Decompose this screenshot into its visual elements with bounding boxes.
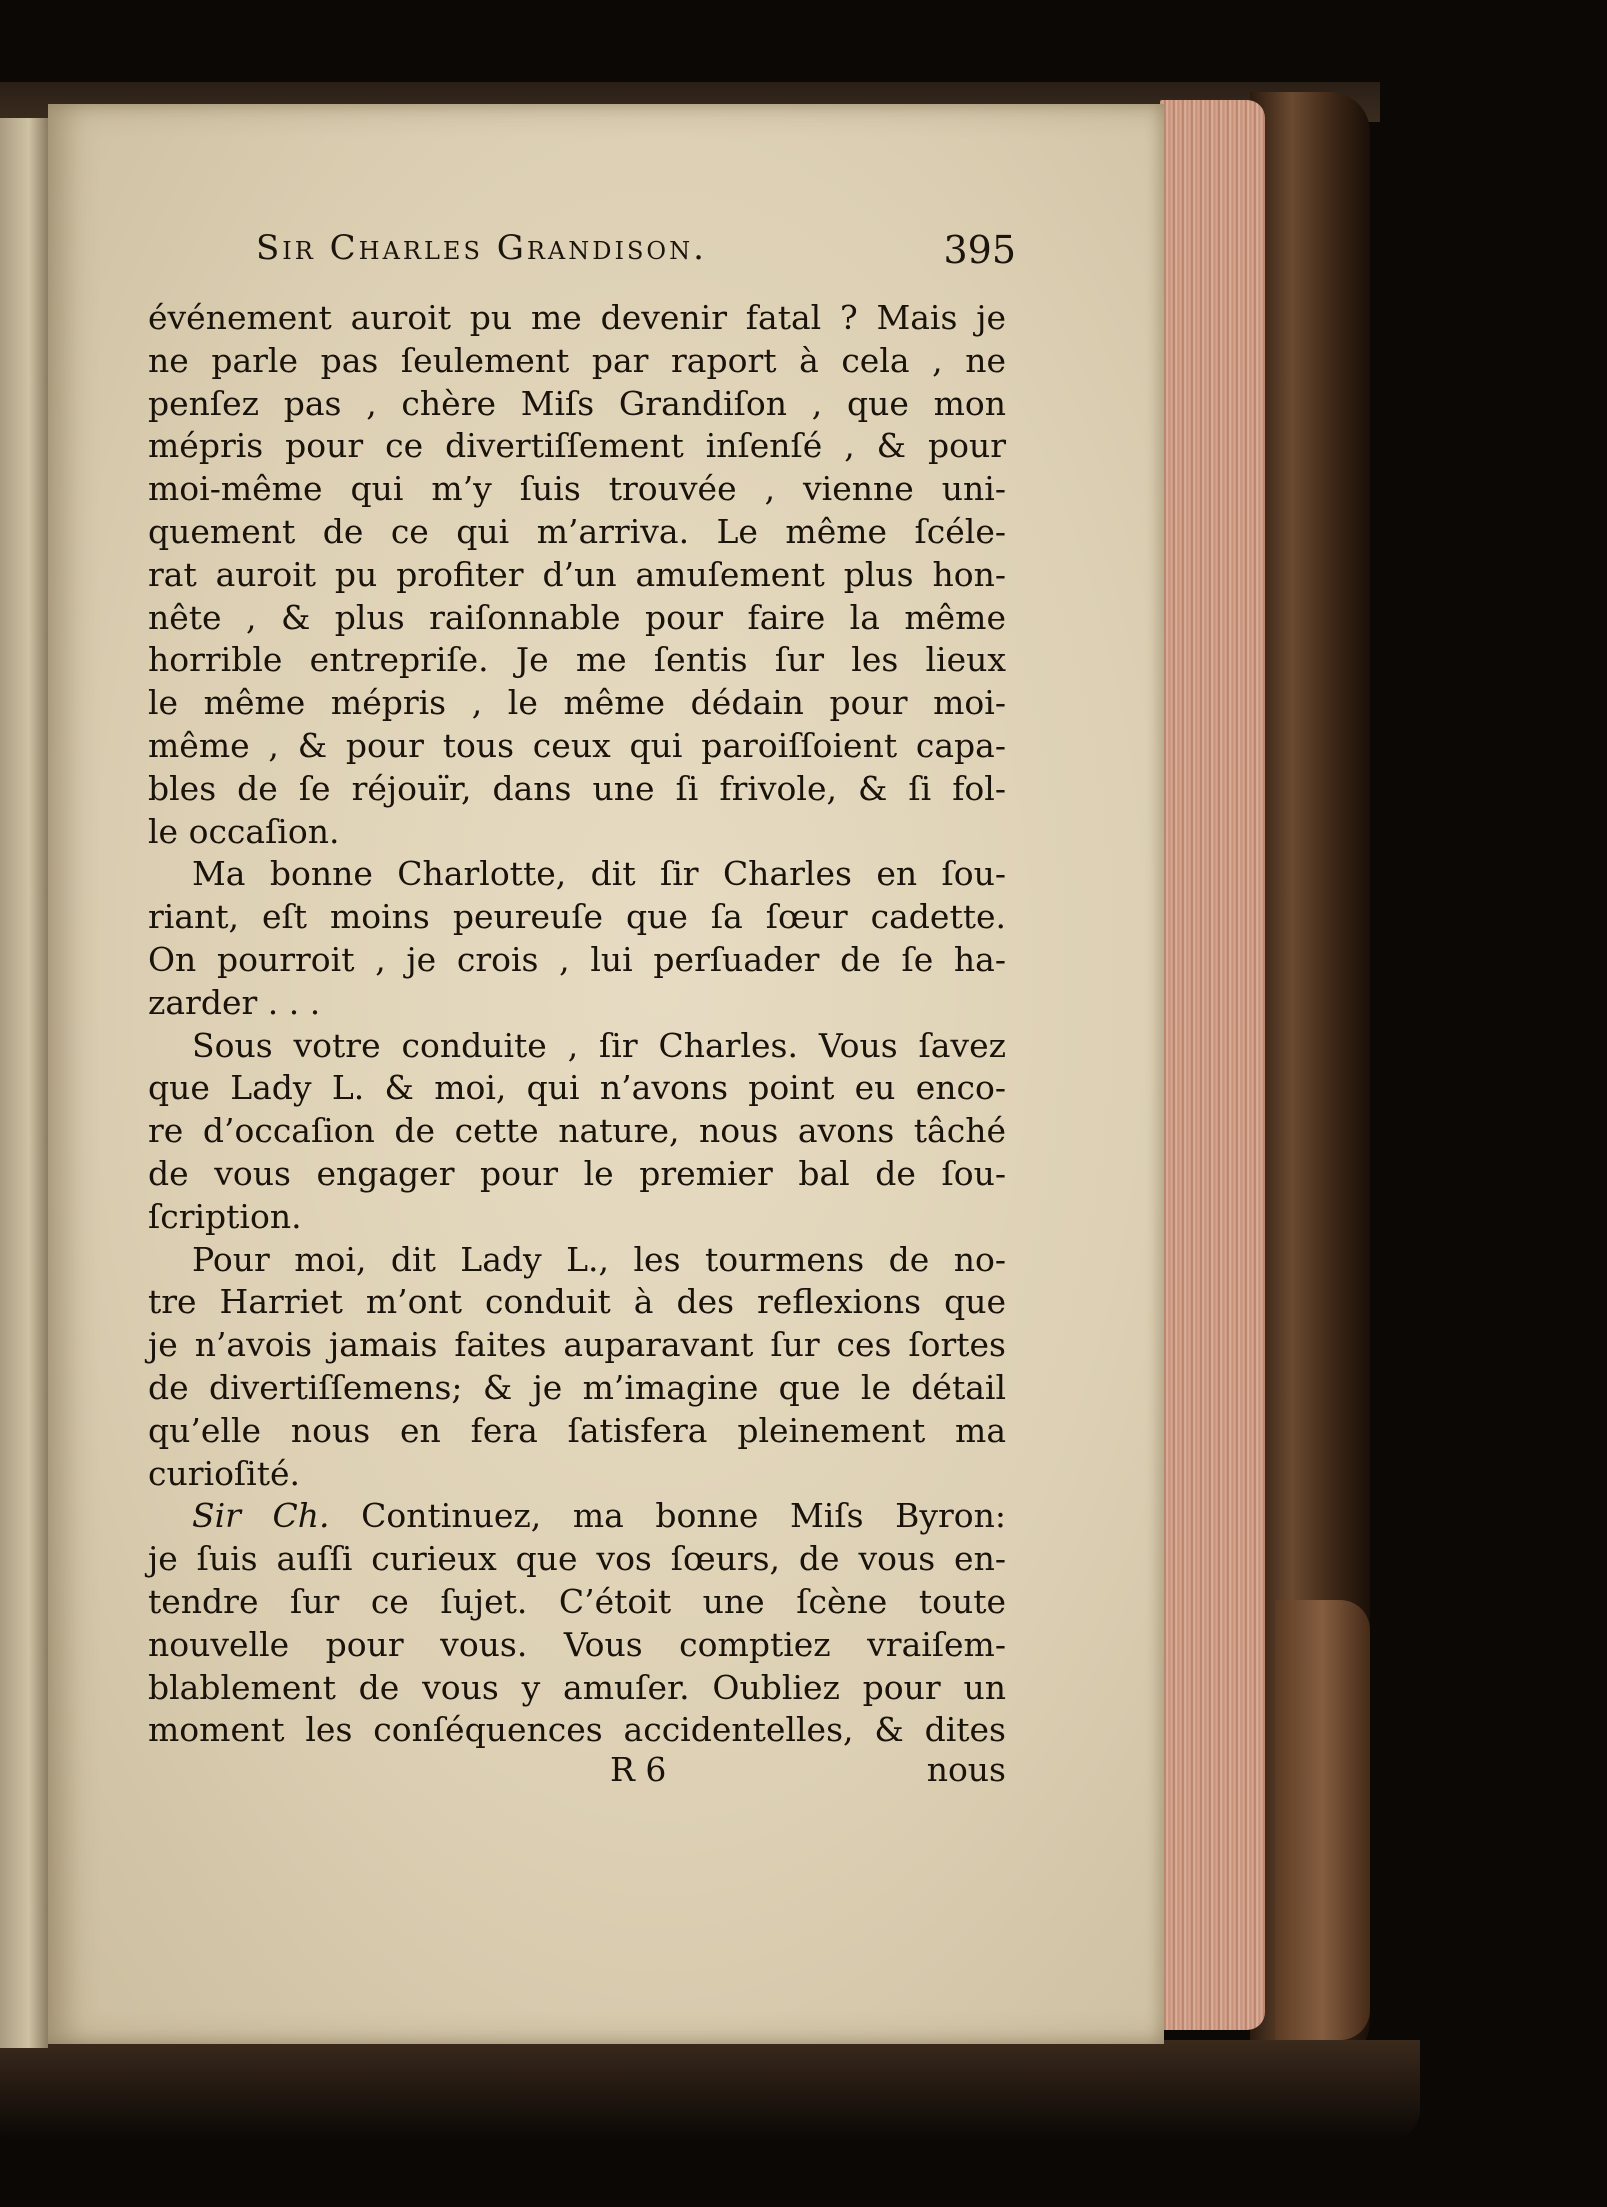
text-line: que Lady L. & moi, qui n’avons point eu enco- bbox=[148, 1068, 1006, 1108]
text-line: moment les conſéquences accidentelles, & dites bbox=[148, 1710, 1006, 1750]
text-line: qu’elle nous en fera ſatisfera pleinement ma bbox=[148, 1410, 1006, 1450]
catchword: nous bbox=[926, 1750, 1006, 1789]
text-line: horrible entrepriſe. Je me ſentis ſur les lieux bbox=[148, 640, 1006, 680]
text-line: moi-même qui m’y ſuis trouvée , vienne uni- bbox=[148, 469, 1006, 509]
text-line: On pourroit , je crois , lui perſuader de ſe ha- bbox=[148, 939, 1006, 979]
text-line: ſcription. bbox=[148, 1196, 302, 1236]
text-line: quement de ce qui m’arriva. Le même ſcéle- bbox=[148, 511, 1006, 551]
text-line: re d’occaſion de cette nature, nous avons tâché bbox=[148, 1111, 1006, 1151]
binding-bottom bbox=[0, 2040, 1420, 2140]
text-line: le même mépris , le même dédain pour moi- bbox=[148, 683, 1006, 723]
text-line: ne parle pas ſeulement par raport à cela , ne bbox=[148, 340, 1006, 380]
text-line: rat auroit pu profiter d’un amuſement plus hon- bbox=[148, 554, 1006, 594]
text-line: riant, eſt moins peureuſe que ſa ſœur cadette. bbox=[148, 897, 1006, 937]
text-line: bles de ſe réjouïr, dans une ſi frivole, & ſi fol- bbox=[148, 768, 1006, 808]
text-line: Sous votre conduite , ſir Charles. Vous ſavez bbox=[192, 1025, 1006, 1065]
text-line: même , & pour tous ceux qui paroiſſoient capa- bbox=[148, 725, 1006, 765]
text-line: de vous engager pour le premier bal de ſou- bbox=[148, 1153, 1006, 1193]
text-line: nête , & plus raiſonnable pour faire la même bbox=[148, 597, 1006, 637]
text-line: Pour moi, dit Lady L., les tourmens de no- bbox=[192, 1239, 1006, 1279]
text-line: je ſuis auſſi curieux que vos ſœurs, de vous en- bbox=[148, 1539, 1006, 1579]
signature-mark: R 6 bbox=[610, 1750, 667, 1789]
speaker-label: Sir Ch. bbox=[192, 1496, 330, 1536]
page-edges bbox=[1160, 100, 1265, 2030]
text-line: Continuez, ma bonne Miſs Byron: bbox=[361, 1496, 1007, 1536]
text-line: tendre ſur ce ſujet. C’étoit une ſcène toute bbox=[148, 1581, 1006, 1621]
text-line: événement auroit pu me devenir fatal ? Mais je bbox=[148, 298, 1006, 337]
text-line: mépris pour ce divertiſſement inſenſé , & pour bbox=[148, 426, 1006, 466]
text-line: Ma bonne Charlotte, dit ſir Charles en ſou- bbox=[192, 854, 1006, 894]
running-head bbox=[256, 228, 1016, 278]
running-title: Sir Charles Grandison. bbox=[256, 228, 707, 268]
facing-page-edge bbox=[0, 118, 48, 2048]
page-number: 395 bbox=[943, 228, 1016, 272]
text-line: blablement de vous y amuſer. Oubliez pour un bbox=[148, 1667, 1006, 1707]
text-line: le occaſion. bbox=[148, 811, 340, 851]
text-line: nouvelle pour vous. Vous comptiez vraiſem- bbox=[148, 1624, 1006, 1664]
body-text bbox=[148, 297, 1006, 1752]
text-line: tre Harriet m’ont conduit à des reflexions que bbox=[148, 1282, 1006, 1322]
page-footer bbox=[148, 1750, 1006, 1798]
text-line: penſez pas , chère Miſs Grandiſon , que mon bbox=[148, 383, 1006, 423]
text-line: je n’avois jamais faites auparavant ſur ces ſortes bbox=[148, 1325, 1006, 1365]
binding-leather bbox=[1275, 1600, 1370, 2040]
speaker-line bbox=[148, 1495, 1006, 1538]
text-line: zarder . . . bbox=[148, 982, 321, 1022]
text-line: de divertiſſemens; & je m’imagine que le détail bbox=[148, 1367, 1006, 1407]
text-line: curioſité. bbox=[148, 1453, 300, 1493]
